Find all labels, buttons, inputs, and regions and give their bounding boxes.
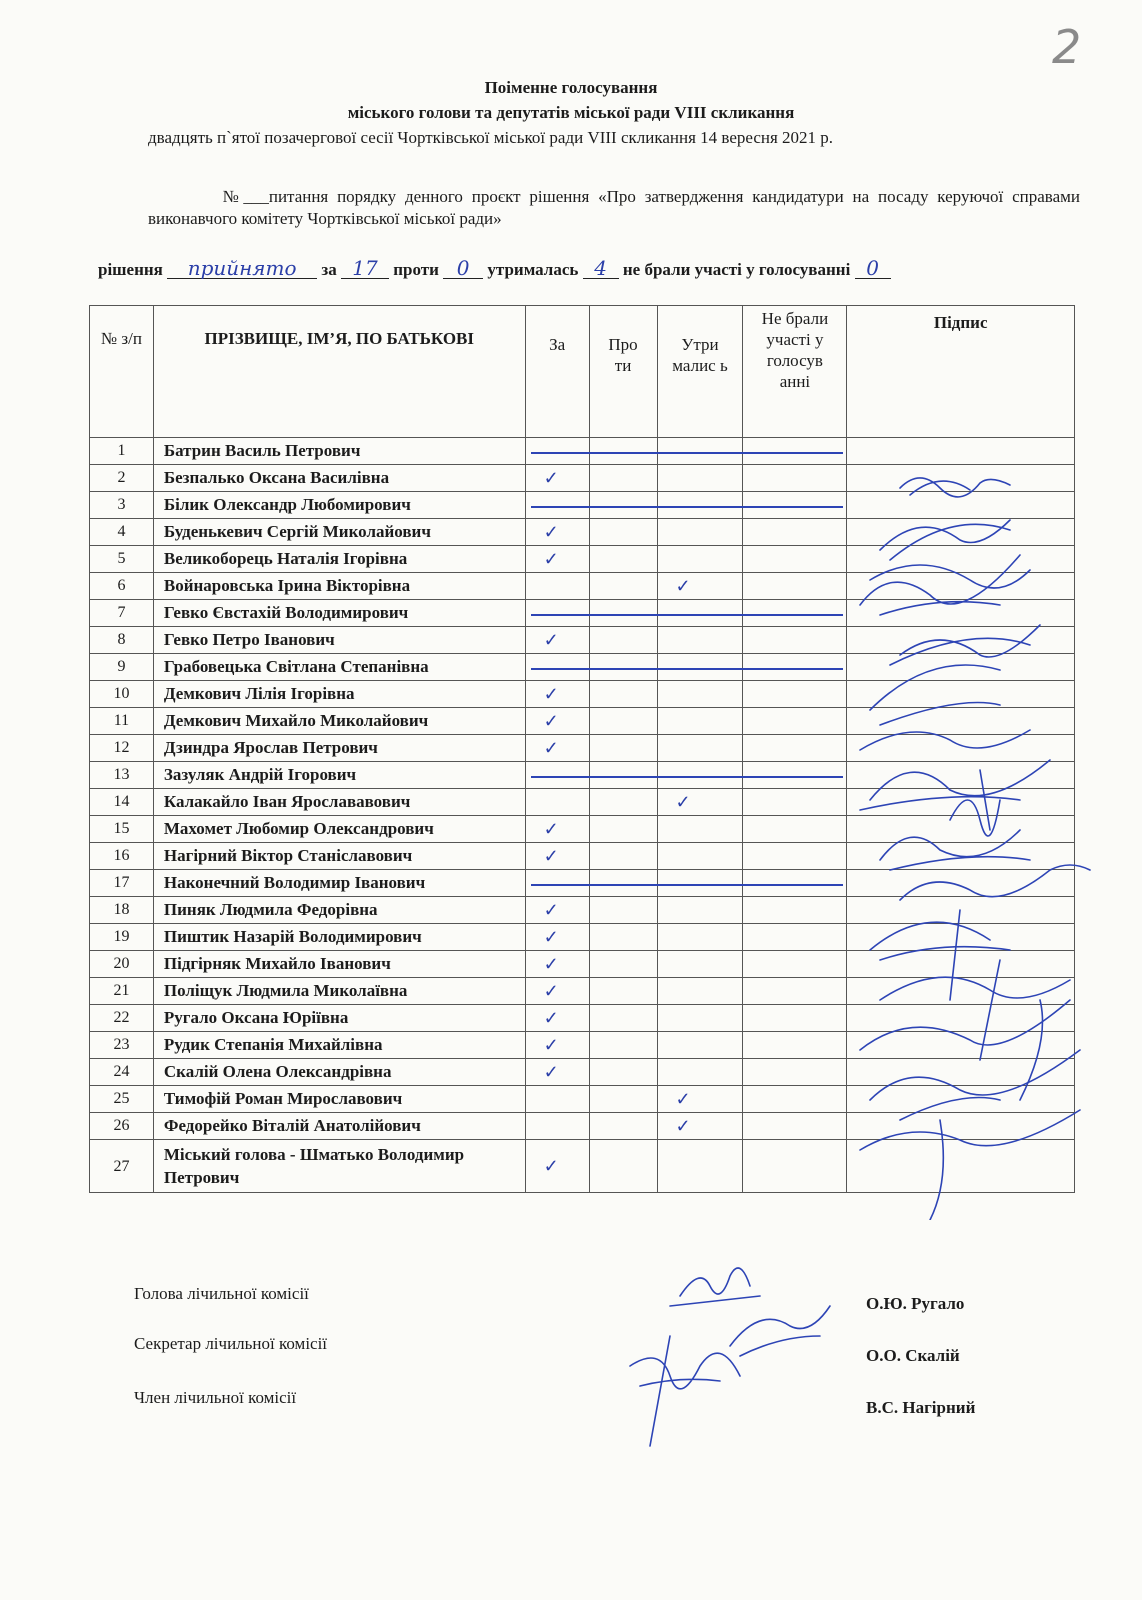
row-number: 27 [90,1140,154,1193]
signature-cell [847,1140,1075,1193]
vote-not-voted-cell [743,627,847,654]
vote-abstained-cell [657,627,743,654]
document-subtitle: міського голови та депутатів міської ради VIII скликання [347,103,795,122]
table-row [90,924,1075,951]
vote-check-mark: ✓ [543,549,559,569]
vote-against-cell [589,978,657,1005]
signature-cell [847,924,1075,951]
vote-against-cell [589,951,657,978]
secretary-label: Секретар лічильної комісії [134,1334,328,1353]
vote-abstained-cell [657,492,743,519]
document-title: Поіменне голосування [484,78,658,97]
vote-against-cell [589,654,657,681]
row-number: 17 [90,870,154,897]
vote-not-voted-cell [743,924,847,951]
decision-value: прийнято [167,258,317,279]
deputy-name: Скалій Олена Олександрівна [153,1059,525,1086]
table-row [90,843,1075,870]
vote-against-cell [589,492,657,519]
vote-check-mark: ✓ [543,900,559,920]
table-row [90,519,1075,546]
deputy-name: Махомет Любомир Олександрович [153,816,525,843]
header-against: Про ти [589,306,657,438]
table-row [90,762,1075,789]
row-number: 15 [90,816,154,843]
deputy-name: Батрин Василь Петрович [153,438,525,465]
vote-for-cell [525,1032,589,1059]
vote-check-mark: ✓ [543,1062,559,1082]
vote-not-voted-cell [743,951,847,978]
abstained-label: утрималась [487,260,579,279]
vote-not-voted-cell [743,492,847,519]
vote-for-cell [525,438,589,465]
deputy-name: Демкович Михайло Миколайович [153,708,525,735]
vote-for-cell [525,1005,589,1032]
deputy-name: Нагірний Віктор Станіславович [153,843,525,870]
row-number: 13 [90,762,154,789]
vote-for-cell [525,654,589,681]
signature-cell [847,600,1075,627]
vote-against-cell [589,897,657,924]
row-number: 9 [90,654,154,681]
vote-for-cell [525,951,589,978]
table-row [90,978,1075,1005]
vote-table [89,305,1075,1193]
vote-abstained-cell [657,681,743,708]
vote-against-cell [589,1005,657,1032]
not-voted-label: не брали участі у голосуванні [622,260,851,279]
table-row [90,627,1075,654]
vote-check-mark: ✓ [543,684,559,704]
deputy-name: Ругало Оксана Юріївна [153,1005,525,1032]
table-row [90,600,1075,627]
vote-for-cell [525,789,589,816]
vote-abstained-cell [657,654,743,681]
vote-not-voted-cell [743,546,847,573]
vote-not-voted-cell [743,465,847,492]
table-row [90,735,1075,762]
deputy-name: Пиштик Назарій Володимирович [153,924,525,951]
vote-check-mark: ✓ [543,1008,559,1028]
row-number: 1 [90,438,154,465]
row-number: 11 [90,708,154,735]
vote-for-cell [525,1086,589,1113]
vote-for-cell [525,924,589,951]
vote-not-voted-cell [743,897,847,924]
signature-cell [847,654,1075,681]
deputy-name: Поліщук Людмила Миколаївна [153,978,525,1005]
vote-against-cell [589,1140,657,1193]
vote-against-cell [589,573,657,600]
signature-cell [847,1086,1075,1113]
vote-not-voted-cell [743,789,847,816]
member-label: Член лічильної комісії [134,1388,297,1407]
deputy-name: Пиняк Людмила Федорівна [153,897,525,924]
row-number: 21 [90,978,154,1005]
vote-abstained-cell [657,1059,743,1086]
vote-against-cell [589,816,657,843]
row-number: 24 [90,1059,154,1086]
deputy-name: Грабовецька Світлана Степанівна [153,654,525,681]
vote-for-cell [525,978,589,1005]
signature-cell [847,870,1075,897]
table-row [90,789,1075,816]
vote-against-cell [589,681,657,708]
vote-not-voted-cell [743,600,847,627]
vote-abstained-cell [657,816,743,843]
vote-against-cell [589,546,657,573]
vote-abstained-cell [657,465,743,492]
not-voted-value: 0 [855,258,891,279]
header-name: ПРІЗВИЩЕ, ІМ’Я, ПО БАТЬКОВІ [153,306,525,438]
absent-strike-line [531,668,843,670]
vote-abstained-cell [657,924,743,951]
row-number: 8 [90,627,154,654]
vote-check-mark: ✓ [675,792,691,812]
table-row [90,438,1075,465]
vote-check-mark: ✓ [543,819,559,839]
secretary-name: О.О. Скалій [866,1346,960,1365]
vote-against-cell [589,438,657,465]
absent-strike-line [531,776,843,778]
deputy-name: Дзиндра Ярослав Петрович [153,735,525,762]
row-number: 3 [90,492,154,519]
row-number: 16 [90,843,154,870]
deputy-name: Великоборець Наталія Ігорівна [153,546,525,573]
vote-abstained-cell [657,519,743,546]
header-num: № з/п [90,306,154,438]
table-row [90,1005,1075,1032]
vote-abstained-cell [657,1113,743,1140]
vote-check-mark: ✓ [543,954,559,974]
row-number: 2 [90,465,154,492]
signature-cell [847,681,1075,708]
vote-against-cell [589,708,657,735]
deputy-name: Демкович Лілія Ігорівна [153,681,525,708]
header-not-voted: Не брали участі у голосув анні [743,306,847,438]
vote-for-cell [525,762,589,789]
table-row [90,465,1075,492]
header-signature: Підпис [847,306,1075,438]
vote-for-cell [525,843,589,870]
vote-check-mark: ✓ [675,1089,691,1109]
absent-strike-line [531,452,843,454]
vote-abstained-cell [657,870,743,897]
row-number: 6 [90,573,154,600]
vote-not-voted-cell [743,1140,847,1193]
vote-not-voted-cell [743,681,847,708]
signature-cell [847,762,1075,789]
signature-cell [847,519,1075,546]
vote-for-cell [525,519,589,546]
row-number: 5 [90,546,154,573]
member-name: В.С. Нагірний [866,1398,976,1417]
table-row [90,816,1075,843]
signature-cell [847,789,1075,816]
signature-cell [847,465,1075,492]
vote-against-cell [589,1113,657,1140]
row-number: 14 [90,789,154,816]
table-row [90,654,1075,681]
row-number: 22 [90,1005,154,1032]
signature-cell [847,573,1075,600]
vote-not-voted-cell [743,708,847,735]
vote-for-cell [525,600,589,627]
vote-not-voted-cell [743,1059,847,1086]
vote-for-cell [525,1140,589,1193]
vote-for-cell [525,735,589,762]
vote-abstained-cell [657,978,743,1005]
vote-check-mark: ✓ [543,927,559,947]
deputy-name: Підгірняк Михайло Іванович [153,951,525,978]
vote-not-voted-cell [743,816,847,843]
row-number: 4 [90,519,154,546]
row-number: 26 [90,1113,154,1140]
vote-against-cell [589,789,657,816]
vote-check-mark: ✓ [543,738,559,758]
deputy-name: Зазуляк Андрій Ігорович [153,762,525,789]
row-number: 12 [90,735,154,762]
vote-against-cell [589,843,657,870]
table-row [90,1032,1075,1059]
deputy-name: Гевко Петро Іванович [153,627,525,654]
question-line [148,186,1080,230]
table-row [90,573,1075,600]
vote-check-mark: ✓ [543,711,559,731]
vote-check-mark: ✓ [543,981,559,1001]
row-number: 23 [90,1032,154,1059]
vote-abstained-cell [657,897,743,924]
vote-abstained-cell [657,1005,743,1032]
vote-not-voted-cell [743,843,847,870]
table-row [90,870,1075,897]
signature-cell [847,978,1075,1005]
vote-abstained-cell [657,1086,743,1113]
vote-for-cell [525,816,589,843]
vote-not-voted-cell [743,1113,847,1140]
vote-for-cell [525,492,589,519]
vote-not-voted-cell [743,1005,847,1032]
signature-cell [847,843,1075,870]
deputy-name: Тимофій Роман Мирославович [153,1086,525,1113]
table-row [90,1140,1075,1193]
signature-cell [847,816,1075,843]
vote-not-voted-cell [743,573,847,600]
deputy-name: Федорейко Віталій Анатолійович [153,1113,525,1140]
deputy-name: Рудик Степанія Михайлівна [153,1032,525,1059]
row-number: 18 [90,897,154,924]
vote-check-mark: ✓ [543,468,559,488]
vote-not-voted-cell [743,978,847,1005]
chair-name: О.Ю. Ругало [866,1294,965,1313]
vote-not-voted-cell [743,870,847,897]
signature-cell [847,1113,1075,1140]
deputy-name: Білик Олександр Любомирович [153,492,525,519]
page-number: 2 [1052,20,1082,74]
vote-check-mark: ✓ [543,1035,559,1055]
vote-against-cell [589,465,657,492]
vote-abstained-cell [657,600,743,627]
vote-not-voted-cell [743,654,847,681]
commission-signatures [610,1246,840,1466]
vote-for-cell [525,870,589,897]
vote-abstained-cell [657,951,743,978]
for-label: за [321,260,337,279]
row-number: 25 [90,1086,154,1113]
vote-against-cell [589,1086,657,1113]
header-abstained: Утри малис ь [657,306,743,438]
vote-not-voted-cell [743,519,847,546]
absent-strike-line [531,614,843,616]
against-value: 0 [443,258,483,279]
vote-abstained-cell [657,438,743,465]
deputy-name: Войнаровська Ірина Вікторівна [153,573,525,600]
vote-check-mark: ✓ [543,1155,559,1176]
deputy-name: Міський голова - Шматько Володимир Петрович [153,1140,525,1193]
vote-for-cell [525,708,589,735]
vote-check-mark: ✓ [543,846,559,866]
vote-for-cell [525,1113,589,1140]
question-text: №___питання порядку денного проєкт рішення «Про затвердження кандидатури на посаду керуючої справами виконавчого комітету Чортківської міської ради» [148,187,1080,228]
table-row [90,1113,1075,1140]
vote-check-mark: ✓ [543,630,559,650]
table-row [90,1086,1075,1113]
vote-for-cell [525,897,589,924]
vote-for-cell [525,1059,589,1086]
table-row [90,546,1075,573]
vote-abstained-cell [657,1032,743,1059]
table-row [90,708,1075,735]
vote-abstained-cell [657,762,743,789]
vote-for-cell [525,627,589,654]
deputy-name: Калакайло Іван Ярослававович [153,789,525,816]
signature-cell [847,546,1075,573]
vote-check-mark: ✓ [675,1116,691,1136]
decision-label: рішення [98,260,163,279]
row-number: 7 [90,600,154,627]
deputy-name: Гевко Євстахій Володимирович [153,600,525,627]
signature-cell [847,1005,1075,1032]
signature-cell [847,438,1075,465]
signature-cell [847,492,1075,519]
vote-for-cell [525,465,589,492]
vote-not-voted-cell [743,735,847,762]
row-number: 20 [90,951,154,978]
vote-table-body [90,438,1075,1193]
vote-abstained-cell [657,708,743,735]
vote-abstained-cell [657,573,743,600]
signature-cell [847,1032,1075,1059]
chair-label: Голова лічильної комісії [134,1284,309,1303]
vote-abstained-cell [657,546,743,573]
absent-strike-line [531,884,843,886]
row-number: 10 [90,681,154,708]
table-row [90,1059,1075,1086]
vote-for-cell [525,681,589,708]
vote-against-cell [589,519,657,546]
deputy-name: Наконечний Володимир Іванович [153,870,525,897]
signature-cell [847,897,1075,924]
vote-against-cell [589,627,657,654]
table-row [90,492,1075,519]
vote-not-voted-cell [743,1032,847,1059]
row-number: 19 [90,924,154,951]
vote-abstained-cell [657,735,743,762]
vote-against-cell [589,735,657,762]
vote-not-voted-cell [743,438,847,465]
table-row [90,951,1075,978]
signature-cell [847,1059,1075,1086]
vote-against-cell [589,1059,657,1086]
vote-against-cell [589,870,657,897]
abstained-value: 4 [583,258,619,279]
for-value: 17 [341,258,389,279]
decision-summary [98,258,1088,280]
vote-against-cell [589,924,657,951]
session-line: двадцять п`ятої позачергової сесії Чортківської міської ради VIII скликання 14 вересня 2021 р. [148,128,834,147]
table-row [90,897,1075,924]
header-for: За [525,306,589,438]
table-row [90,681,1075,708]
absent-strike-line [531,506,843,508]
vote-check-mark: ✓ [543,522,559,542]
deputy-name: Безпалько Оксана Василівна [153,465,525,492]
vote-not-voted-cell [743,1086,847,1113]
vote-abstained-cell [657,1140,743,1193]
signature-cell [847,951,1075,978]
vote-not-voted-cell [743,762,847,789]
vote-against-cell [589,762,657,789]
vote-check-mark: ✓ [675,576,691,596]
signature-cell [847,708,1075,735]
vote-against-cell [589,1032,657,1059]
vote-abstained-cell [657,843,743,870]
signature-cell [847,735,1075,762]
vote-abstained-cell [657,789,743,816]
signature-cell [847,627,1075,654]
against-label: проти [393,260,439,279]
vote-for-cell [525,573,589,600]
vote-for-cell [525,546,589,573]
vote-against-cell [589,600,657,627]
deputy-name: Буденькевич Сергій Миколайович [153,519,525,546]
